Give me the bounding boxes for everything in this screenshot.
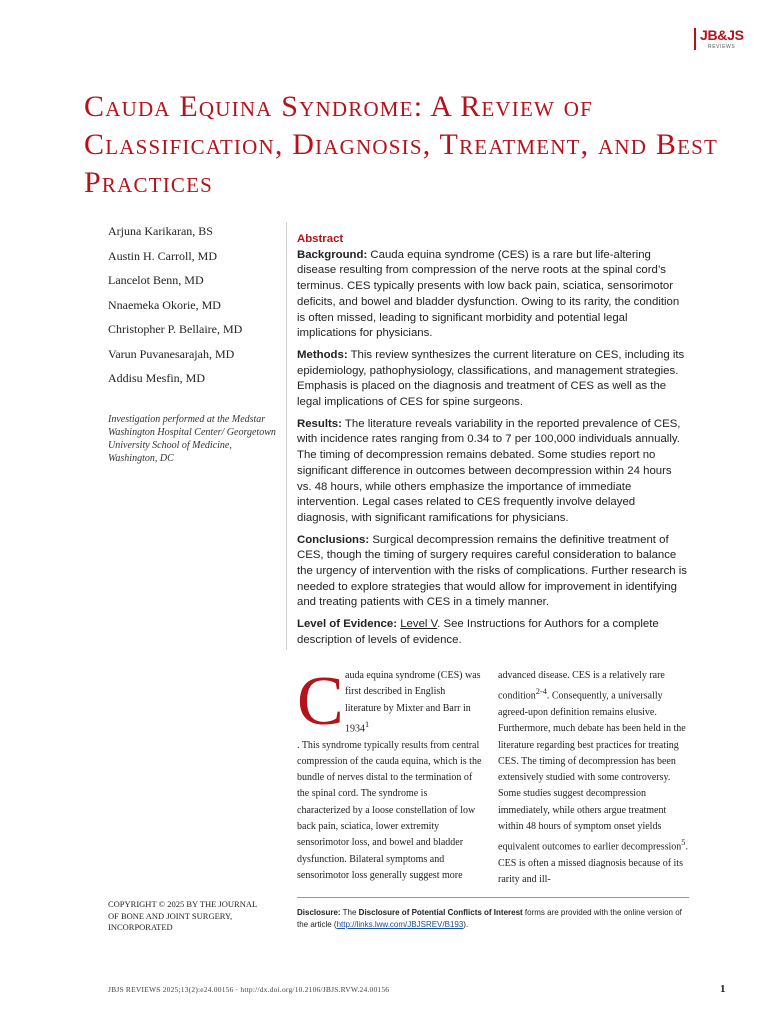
body-text: . CES is often a missed diagnosis because of its rarity and ill-: [498, 841, 688, 886]
body-text: . Consequently, a universally agreed-upon definition remains elusive. Furthermore, much debate has been held in the literature regarding best practices for treating CES. The timing of decompression has been extensively studied with some controversy. Some studies suggest decompression immediately, while others argue treatment within 48 hours of symptom onset yields equivalent outcomes to earlier decompression: [498, 690, 686, 853]
abstract-methods: [297, 348, 689, 411]
citation-ref[interactable]: 2-4: [535, 687, 547, 697]
author-name: Varun Puvanesarajah, MD: [108, 346, 235, 361]
conclusions-label: Conclusions:: [297, 533, 370, 546]
abstract-level-of-evidence: [297, 617, 689, 648]
results-label: Results:: [297, 417, 342, 430]
disclosure-bold: Disclosure of Potential Conflicts of Interest: [358, 908, 523, 917]
abstract-background: [297, 248, 689, 342]
author-name: Austin H. Carroll, MD: [108, 248, 217, 263]
level-text: . See Instructions for Authors for a complete description of levels of evidence.: [297, 618, 659, 646]
disclosure-text: forms are provided with the online version of the article (: [297, 908, 682, 929]
level-label: Level of Evidence:: [297, 618, 398, 631]
abstract-conclusions: [297, 533, 689, 612]
disclosure-link[interactable]: http://links.lww.com/JBJSREV/B193: [336, 920, 464, 929]
author-name: Nnaemeka Okorie, MD: [108, 297, 221, 312]
logo-text: JB&JS: [700, 27, 744, 43]
disclosure-label: Disclosure:: [297, 908, 341, 917]
footer-citation: JBJS REVIEWS 2025;13(2):e24.00156 · http://dx.doi.org/10.2106/JBJS.RVW.24.00156: [108, 985, 390, 994]
background-text: Cauda equina syndrome (CES) is a rare but life-altering disease resulting from compression of the nerve roots at the spinal cord’s terminus. CES typically presents with low back pain, sciatica, sensorimotor deficits, and bowel and bladder dysfunction. Owing to its rarity, the condition is often missed, leading to significant morbidity and potential legal implications for physicians.: [297, 248, 680, 340]
article-title: Cauda Equina Syndrome: A Review of Classification, Diagnosis, Treatment, and Best Practices: [84, 90, 719, 199]
citation-ref[interactable]: 1: [365, 719, 370, 729]
copyright-notice: COPYRIGHT © 2025 BY THE JOURNAL OF BONE AND JOINT SURGERY, INCORPORATED: [108, 899, 257, 932]
body-text: . This syndrome typically results from central compression of the cauda equina, which is the bundle of nerves distal to the termination of the spinal cord. The syndrome is characterized by a loose constellation of low back pain, sciatica, lower extremity sensorimotor loss, and bowel and bladder dysfunction. Bilateral symptoms and sensorimotor loss generally suggest more: [297, 739, 482, 881]
disclosure-text: The: [340, 908, 359, 917]
disclosure: [297, 907, 689, 931]
column-divider: [286, 222, 287, 650]
methods-label: Methods:: [297, 348, 348, 361]
citation-ref[interactable]: 5: [681, 838, 686, 848]
author-list: [108, 224, 278, 396]
body-column-2: [498, 668, 688, 889]
author-name: Addisu Mesfin, MD: [108, 371, 206, 385]
body-text: auda equina syndrome (CES) was first described in English literature by Mixter and Barr in 1934: [345, 670, 481, 735]
results-text: The literature reveals variability in the reported prevalence of CES, with incidence rates ranging from 0.34 to 7 per 100,000 individuals annually. The timing of decompression remains debated. Some studies report no significant difference in outcomes between decompression within 24 hours vs. 48 hours, while others emphasize the importance of immediate intervention. Legal cases related to CES frequently involve delayed diagnosis, with significant ramifications for physicians.: [297, 417, 681, 524]
author-name: Arjuna Karikaran, BS: [108, 224, 213, 238]
author-name: Christopher P. Bellaire, MD: [108, 322, 243, 336]
logo-subtitle: REVIEWS: [708, 44, 736, 50]
background-label: Background:: [297, 248, 368, 261]
body-text: advanced disease. CES is a relatively rare condition: [498, 670, 665, 702]
abstract-results: [297, 417, 689, 527]
methods-text: This review synthesizes the current literature on CES, including its epidemiology, pathophysiology, classifications, and management strategies. Emphasis is placed on the diagnosis and treatment of CES as well as the legal implications of CES for spine surgeons.: [297, 348, 685, 409]
level-link[interactable]: Level V: [400, 618, 438, 631]
conclusions-text: Surgical decompression remains the definitive treatment of CES, though the timing of surgery requires careful consideration to balance the urgency of intervention with the risks of complications. Further research is needed to explore strategies that would allow for improvement in identifying and treating patients with CES in a timely manner.: [297, 533, 687, 609]
drop-cap: C: [297, 663, 344, 740]
abstract-heading: Abstract: [297, 233, 344, 245]
page-number: 1: [720, 983, 726, 995]
disclosure-divider: [297, 897, 689, 898]
disclosure-text: ).: [463, 920, 469, 929]
logo-bar: [694, 28, 696, 50]
abstract: [297, 232, 689, 655]
body-column-1: [297, 663, 483, 884]
affiliation: Investigation performed at the Medstar Washington Hospital Center/ Georgetown University School of Medicine, Washington, DC: [108, 414, 276, 464]
author-name: Lancelot Benn, MD: [108, 273, 204, 287]
journal-logo: [694, 26, 754, 54]
body-text-first: [297, 663, 483, 740]
